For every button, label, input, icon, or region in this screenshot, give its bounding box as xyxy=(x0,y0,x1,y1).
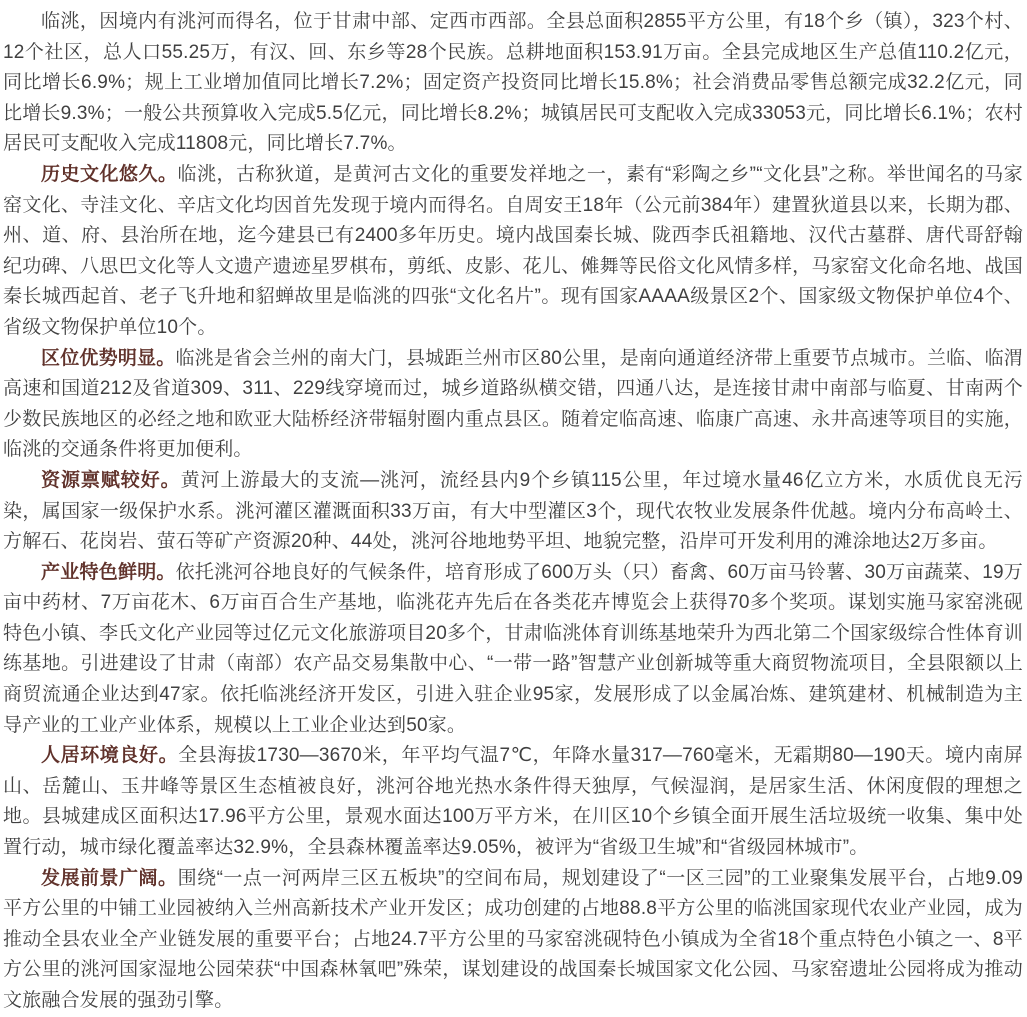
paragraph-text: 全县海拔1730—3670米，年平均气温7℃，年降水量317—760毫米，无霜期80—190天。境内南屏山、岳麓山、玉井峰等景区生态植被良好，洮河谷地光热水条件得天独厚，气候湿润，是居家生活、休闲度假的理想之地。县城建成区面积达17.96平方公里，景观水面达100万平方米，在川区10个乡镇全面开展生活垃圾统一收集、集中处置行动，城市绿化覆盖率达32.9%，全县森林覆盖率达9.05%，被评为“省级卫生城”和“省级园林城市”。 xyxy=(3,745,1023,859)
section-lead: 产业特色鲜明。 xyxy=(41,561,176,583)
paragraph-location-advantage xyxy=(3,344,1023,466)
section-lead: 人居环境良好。 xyxy=(41,745,179,767)
section-lead: 区位优势明显。 xyxy=(41,347,176,369)
section-lead: 历史文化悠久。 xyxy=(41,163,178,185)
paragraph-text: 黄河上游最大的支流—洮河，流经县内9个乡镇115公里，年过境水量46亿立方米，水质优良无污染，属国家一级保护水系。洮河灌区灌溉面积33万亩，有大中型灌区3个，现代农牧业发展条件优越。境内分布高岭土、方解石、花岗岩、萤石等矿产资源20种、44处，洮河谷地地势平坦、地貌完整，沿岸可开发利用的滩涂地达2万多亩。 xyxy=(3,469,1023,553)
paragraph-living-environment xyxy=(3,741,1023,863)
paragraph-text: 临洮，因境内有洮河而得名，位于甘肃中部、定西市西部。全县总面积2855平方公里，有18个乡（镇），323个村、12个社区，总人口55.25万，有汉、回、东乡等28个民族。总耕地面积153.91万亩。全县完成地区生产总值110.2亿元，同比增长6.9%；规上工业增加值同比增长7.2%；固定资产投资同比增长15.8%；社会消费品零售总额完成32.2亿元，同比增长9.3%；一般公共预算收入完成5.5亿元，同比增长8.2%；城镇居民可支配收入完成33053元，同比增长6.1%；农村居民可支配收入完成11808元，同比增长7.7%。 xyxy=(3,11,1023,155)
paragraph-text: 临洮是省会兰州的南大门，县城距兰州市区80公里，是南向通道经济带上重要节点城市。兰临、临渭高速和国道212及省道309、311、229线穿境而过，城乡道路纵横交错，四通八达，是连接甘肃中南部与临夏、甘南两个少数民族地区的必经之地和欧亚大陆桥经济带辐射圈内重点县区。随着定临高速、临康广高速、永井高速等项目的实施，临洮的交通条件将更加便利。 xyxy=(3,347,1023,461)
paragraph-text: 依托洮河谷地良好的气候条件，培育形成了600万头（只）畜禽、60万亩马铃薯、30万亩蔬菜、19万亩中药材、7万亩花木、6万亩百合生产基地，临洮花卉先后在各类花卉博览会上获得70多个奖项。谋划实施马家窑洮砚特色小镇、李氏文化产业园等过亿元文化旅游项目20多个，甘肃临洮体育训练基地荣升为西北第二个国家级综合性体育训练基地。引进建设了甘肃（南部）农产品交易集散中心、“一带一路”智慧产业创新城等重大商贸物流项目，全县限额以上商贸流通企业达到47家。依托临洮经济开发区，引进入驻企业95家，发展形成了以金属冶炼、建筑建材、机械制造为主导产业的工业产业体系，规模以上工业企业达到50家。 xyxy=(3,561,1023,736)
section-lead: 资源禀赋较好。 xyxy=(41,469,181,491)
paragraph-text: 围绕“一点一河两岸三区五板块”的空间布局，规划建设了“一区三园”的工业聚集发展平台，占地9.09平方公里的中铺工业园被纳入兰州高新技术产业开发区；成功创建的占地88.8平方公里的临洮国家现代农业产业园，成为推动全县农业全产业链发展的重要平台；占地24.7平方公里的马家窑洮砚特色小镇成为全省18个重点特色小镇之一、8平方公里的洮河国家湿地公园荣获“中国森林氧吧”殊荣，谋划建设的战国秦长城国家文化公园、马家窑遗址公园将成为推动文旅融合发展的强劲引擎。 xyxy=(3,867,1024,1011)
paragraph-development-prospects xyxy=(3,864,1023,1017)
paragraph-resources xyxy=(3,466,1023,558)
paragraph-industry xyxy=(3,558,1023,742)
paragraph-intro xyxy=(3,7,1023,160)
paragraph-text: 临洮，古称狄道，是黄河古文化的重要发祥地之一，素有“彩陶之乡”“文化县”之称。举世闻名的马家窑文化、寺洼文化、辛店文化均因首先发现于境内而得名。自周安王18年（公元前384年）建置狄道县以来，长期为郡、州、道、府、县治所在地，迄今建县已有2400多年历史。境内战国秦长城、陇西李氏祖籍地、汉代古墓群、唐代哥舒翰纪功碑、八思巴文化等人文遗产遗迹星罗棋布，剪纸、皮影、花儿、傩舞等民俗文化风情多样，马家窑文化命名地、战国秦长城西起首、老子飞升地和貂蝉故里是临洮的四张“文化名片”。现有国家AAAA级景区2个、国家级文物保护单位4个、省级文物保护单位10个。 xyxy=(3,163,1024,338)
paragraph-history-culture xyxy=(3,160,1023,344)
section-lead: 发展前景广阔。 xyxy=(41,867,178,889)
